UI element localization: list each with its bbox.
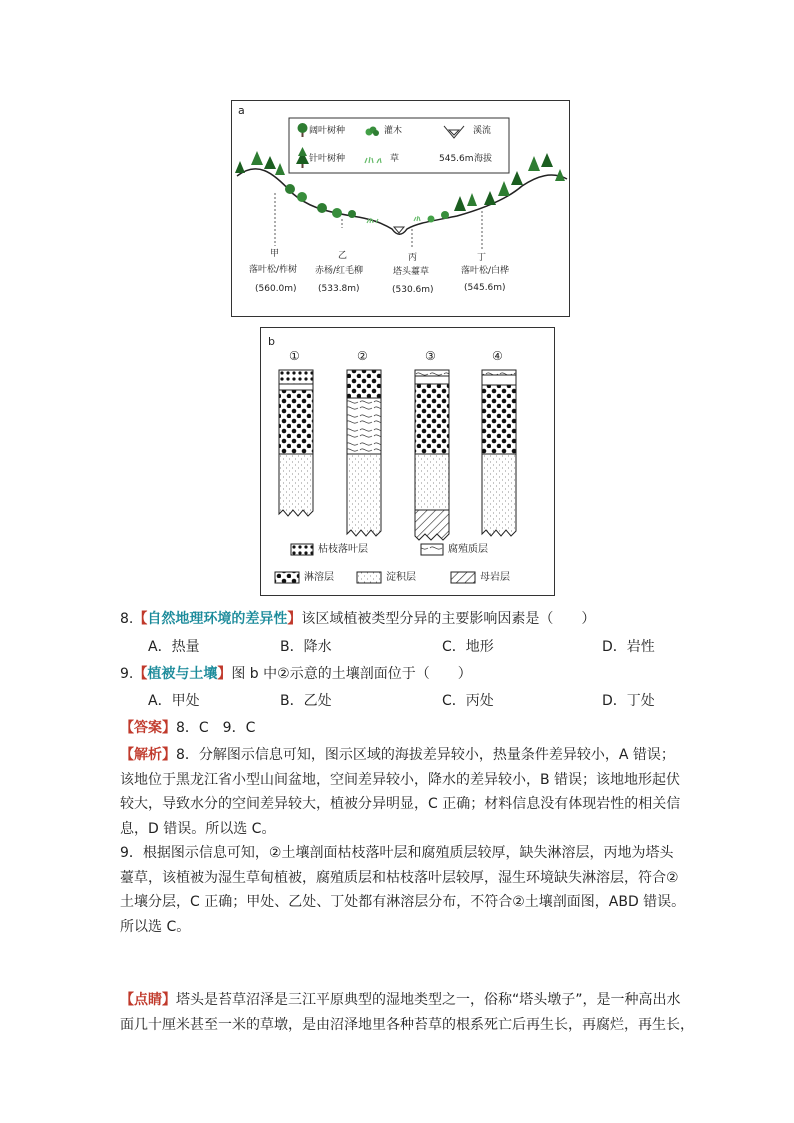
site-bing-name: 丙	[408, 253, 418, 263]
legend-elevation-text: 海拔	[474, 154, 493, 164]
legend-litter-text: 枯枝落叶层	[318, 544, 368, 555]
analysis-line-1: 8．分解图示信息可知，图示区域的海拔差异较小，热量条件差异较小，A 错误；	[176, 747, 675, 763]
soil-profile-3	[415, 370, 449, 540]
site-bing-veg: 塔头薹草	[393, 267, 430, 277]
question-9	[120, 664, 472, 684]
stream-legend-icon	[444, 126, 464, 138]
question-9-option-a: A．甲处	[148, 693, 200, 709]
question-8-option-c: C．地形	[442, 639, 494, 655]
soil-profile-1	[279, 370, 313, 516]
conifer-trees-left	[235, 151, 285, 175]
eluvial-legend-swatch	[275, 572, 299, 583]
site-jia-name: 甲	[270, 249, 280, 259]
question-8-option-a: A．热量	[148, 639, 200, 655]
litter-legend-swatch	[291, 544, 313, 555]
question-8-tag-open: 【	[133, 611, 148, 627]
legend-elevation-sample: 545.6m	[439, 154, 474, 164]
figure-b	[260, 327, 555, 596]
legend-grass-text: 草	[390, 154, 400, 164]
question-9-tag-open: 【	[133, 666, 148, 682]
site-jia-veg: 落叶松/柞树	[249, 265, 298, 275]
column-4-label: ④	[492, 349, 503, 363]
legend-shrub-text: 灌木	[384, 126, 403, 136]
question-8-option-b: B．降水	[280, 639, 332, 655]
legend-conifer-text: 针叶树种	[309, 154, 346, 164]
answer-line	[120, 718, 255, 738]
broadleaf-trees-left	[285, 184, 356, 218]
soil-profile-2	[347, 370, 381, 536]
question-8-number: 8.	[120, 611, 134, 627]
soil-profile-4	[482, 370, 516, 536]
figure-a-label: a	[238, 104, 245, 117]
site-yi-name: 乙	[338, 251, 348, 261]
site-yi-elev: (533.8m)	[318, 284, 360, 294]
question-9-tag-close: 】	[217, 666, 232, 682]
question-8-option-d: D．岩性	[602, 639, 655, 655]
grass-legend-icon	[365, 157, 381, 163]
analysis-line-3: 较大，导致水分的空间差异较大，植被分异明显，C 正确；材料信息没有体现岩性的相关信	[120, 796, 681, 812]
site-ding-name: 丁	[477, 253, 487, 263]
legend-parent-text: 母岩层	[480, 572, 510, 583]
legend-stream-text: 溪流	[473, 126, 492, 136]
column-2-label: ②	[357, 349, 368, 363]
shrub-legend-icon	[366, 127, 380, 137]
analysis-line-8: 所以选 C。	[120, 918, 191, 935]
question-8	[120, 609, 595, 629]
column-3-label: ③	[425, 349, 436, 363]
analysis-block	[120, 743, 686, 939]
analysis-line-4: 息，D 错误。所以选 C。	[120, 820, 276, 837]
question-9-option-b: B．乙处	[280, 693, 332, 709]
question-9-number: 9.	[120, 666, 134, 682]
figure-b-label: b	[268, 335, 275, 348]
sediment-legend-swatch	[357, 572, 381, 583]
shrubs-right	[428, 211, 450, 223]
humus-legend-swatch	[421, 544, 443, 555]
question-9-option-d: D．丁处	[602, 693, 655, 709]
question-8-tag-close: 】	[287, 611, 302, 627]
analysis-line-5: 9．根据图示信息可知，②土壤剖面枯枝落叶层和腐殖质层较厚，缺失淋溶层，丙地为塔头	[120, 845, 674, 861]
question-8-tag: 自然地理环境的差异性	[147, 611, 288, 627]
site-ding-veg: 落叶松/白桦	[461, 266, 510, 276]
site-jia-elev: (560.0m)	[255, 284, 297, 294]
site-bing-elev: (530.6m)	[392, 285, 434, 295]
analysis-tag: 【解析】	[120, 747, 176, 763]
analysis-line-2: 该地位于黑龙江省小型山间盆地，空间差异较小，降水的差异较小，B 错误；该地地形起伏	[120, 771, 681, 788]
answer-tag: 【答案】	[120, 720, 176, 736]
question-8-stem: 该区域植被类型分异的主要影响因素是（ ）	[301, 611, 596, 627]
legend-broadleaf-text: 阔叶树种	[309, 126, 346, 136]
question-9-stem: 图 b 中②示意的土壤剖面位于（ ）	[231, 666, 472, 682]
analysis-line-7: 土壤分层，C 正确；甲处、乙处、丁处都有淋溶层分布，不符合②土壤剖面图，ABD 错误。	[120, 894, 686, 910]
site-yi-veg: 赤杨/红毛柳	[315, 266, 364, 276]
legend-humus-text: 腐殖质层	[448, 544, 488, 555]
column-1-label: ①	[289, 349, 300, 363]
highlight-line-1: 塔头是苔草沼泽是三江平原典型的湿地类型之一，俗称“塔头墩子”，是一种高出水	[176, 992, 681, 1008]
analysis-line-6: 薹草，该植被为湿生草甸植被，腐殖质层和枯枝落叶层较厚，湿生环境缺失淋溶层，符合②	[120, 869, 679, 886]
conifer-legend-icon	[296, 147, 309, 168]
legend-sediment-text: 淀积层	[386, 572, 416, 583]
answer-text: 8．C 9．C	[176, 720, 256, 736]
question-9-tag: 植被与土壤	[147, 666, 218, 682]
parent-legend-swatch	[451, 572, 475, 583]
figure-a	[231, 100, 570, 317]
legend-eluvial-text: 淋溶层	[304, 572, 334, 583]
highlight-block	[120, 988, 694, 1037]
figure-b-graphic	[261, 328, 554, 595]
broadleaf-legend-icon	[298, 123, 308, 137]
highlight-tag: 【点睛】	[120, 992, 176, 1008]
site-ding-elev: (545.6m)	[464, 283, 506, 293]
question-9-option-c: C．丙处	[442, 693, 494, 709]
highlight-line-2: 面几十厘米甚至一米的草墩，是由沼泽地里各种苔草的根系死亡后再生长，再腐烂，再生长，	[120, 1016, 694, 1033]
